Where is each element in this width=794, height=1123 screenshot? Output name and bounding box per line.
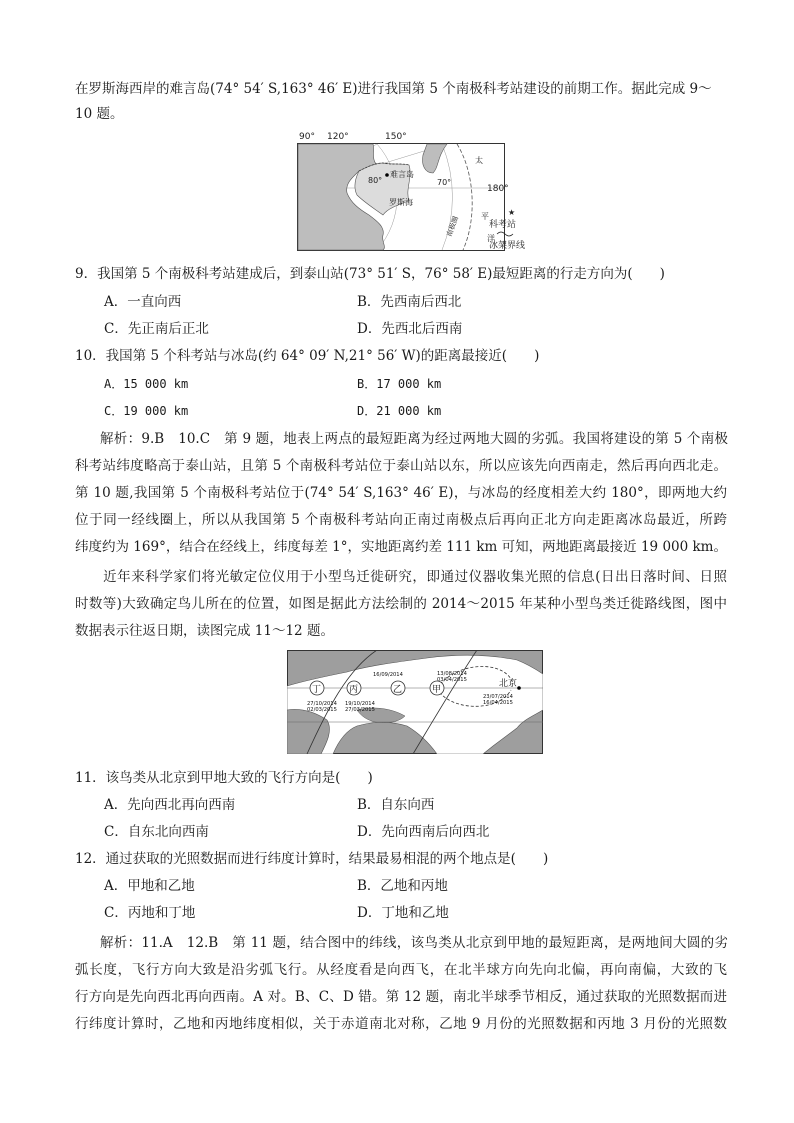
q12-option-a: A．甲地和乙地 xyxy=(104,878,195,894)
q10-stem: 10．我国第 5 个科考站与冰岛(约 64° 09′ N,21° 56′ W)的距离最接近( ) xyxy=(75,348,540,364)
lat-label: 70° xyxy=(437,178,452,187)
q12-option-d: D．丁地和乙地 xyxy=(357,905,449,921)
q10-option-c: C．19 000 km xyxy=(104,404,189,418)
analysis-line: 位于同一经线圈上，所以从我国第 5 个南极科考站向正南过南极点后再向正北方向走距离冰岛最近，所跨 xyxy=(75,512,727,528)
q10-option-b: B．17 000 km xyxy=(357,377,442,391)
place-label: 丙 xyxy=(349,685,359,695)
intro2-line: 近年来科学家们将光敏定位仪用于小型鸟迁徙研究，即通过仪器收集光照的信息(日出日落时间、日照 xyxy=(75,569,727,585)
q11-option-a: A．先向西北再向西南 xyxy=(104,797,236,813)
place-label: 甲 xyxy=(432,685,442,695)
place-label: 罗斯海 xyxy=(389,198,413,207)
analysis-line: 纬度约为 169°，结合在经线上，纬度每差 1°，实地距离约差 111 km 可知，两地距离最接近 19 000 km。 xyxy=(75,539,727,555)
q10-option-d: D．21 000 km xyxy=(357,404,442,418)
star-icon: ★ xyxy=(508,208,516,217)
q11-option-d: D．先向西南后向西北 xyxy=(357,824,490,840)
q9-option-c: C．先正南后正北 xyxy=(104,321,209,337)
date-label: 16/04/2015 xyxy=(483,700,513,706)
analysis-line: 行方向是先向西北再向西南。A 对。B、C、D 错。第 12 题，南北半球季节相反，通过获取的光照数据而进 xyxy=(75,989,727,1005)
date-label: 13/08/2014 xyxy=(437,671,467,677)
analysis-line: 解析：11.A 12.B 第 11 题，结合图中的纬线，该鸟类从北京到甲地的最短距离，是两地间大圆的劣 xyxy=(100,935,728,951)
place-label: 难言岛 xyxy=(390,170,414,179)
q11-option-c: C．自东北向西南 xyxy=(104,824,209,840)
place-marker xyxy=(517,686,521,690)
place-label: 洋 xyxy=(487,234,495,243)
lon-label: 150° xyxy=(385,132,407,142)
date-label: 23/07/2014 xyxy=(483,694,513,700)
ice-shelf-legend-icon xyxy=(497,232,513,236)
intro2-line: 数据表示往返日期，读图完成 11～12 题。 xyxy=(75,623,334,639)
analysis-line: 解析：9.B 10.C 第 9 题，地表上两点的最短距离为经过两地大圆的劣弧。我国将建设的第 5 个南极 xyxy=(100,431,728,447)
lat-label: 80° xyxy=(368,176,383,185)
q9-option-b: B．先西南后西北 xyxy=(357,294,462,310)
intro2-line: 时数等)大致确定鸟儿所在的位置，如图是据此方法绘制的 2014～2015 年某种小型鸟类迁徙路线图，图中 xyxy=(75,596,727,612)
bird-migration-map xyxy=(287,650,543,754)
lon-label: 90° xyxy=(299,132,315,142)
place-label: 平 xyxy=(481,212,489,221)
q11-option-b: B．自东向西 xyxy=(357,797,435,813)
lon-label: 180° xyxy=(487,184,509,194)
analysis-line: 行纬度计算时，乙地和丙地纬度相似，关于赤道南北对称，乙地 9 月份的光照数据和丙地 3 月份的光照数 xyxy=(75,1016,727,1032)
date-label: 03/04/2015 xyxy=(437,677,467,683)
q10-option-a: A．15 000 km xyxy=(104,377,189,391)
place-label: 太 xyxy=(475,156,483,165)
legend-station: 科考站 xyxy=(489,220,517,230)
place-label: 丁 xyxy=(312,685,322,695)
place-label: 乙 xyxy=(393,685,403,695)
q12-option-b: B．乙地和丙地 xyxy=(357,878,448,894)
date-label: 27/10/2014 xyxy=(307,701,337,707)
date-label: 19/10/2014 xyxy=(345,701,375,707)
q9-stem: 9．我国第 5 个南极科考站建成后，到泰山站(73° 51′ S，76° 58′ E)最短距离的行走方向为( ) xyxy=(75,266,665,282)
q11-stem: 11．该鸟类从北京到甲地大致的飞行方向是( ) xyxy=(75,770,373,786)
place-label: 南极圈 xyxy=(445,215,461,238)
legend-ice-shelf: 冰架界线 xyxy=(489,241,526,251)
date-label: 27/03/2015 xyxy=(345,707,375,713)
date-label: 02/03/2015 xyxy=(307,707,337,713)
q9-option-d: D．先西北后西南 xyxy=(357,321,463,337)
q12-stem: 12．通过获取的光照数据而进行纬度计算时，结果最易相混的两个地点是( ) xyxy=(75,851,549,867)
map1-outer-labels xyxy=(297,128,527,258)
date-label: 16/09/2014 xyxy=(373,672,403,678)
place-label: 北京 xyxy=(499,679,518,689)
intro-line: 在罗斯海西岸的难言岛(74° 54′ S,163° 46′ E)进行我国第 5 个南极科考站建设的前期工作。据此完成 9～ xyxy=(75,81,712,97)
lon-label: 120° xyxy=(327,132,349,142)
intro-line: 10 题。 xyxy=(75,106,124,122)
analysis-line: 第 10 题,我国第 5 个南极科考站位于(74° 54′ S,163° 46′ E)，与冰岛的经度相差大约 180°，即两地大约 xyxy=(75,485,727,501)
q9-option-a: A．一直向西 xyxy=(104,294,182,310)
analysis-line: 科考站纬度略高于泰山站，且第 5 个南极科考站位于泰山站以东，所以应该先向西南走，然后再向西北走。 xyxy=(75,458,727,474)
q12-option-c: C．丙地和丁地 xyxy=(104,905,196,921)
analysis-line: 弧长度，飞行方向大致是沿劣弧飞行。从经度看是向西飞，在北半球方向先向北偏，再向南偏，大致的飞 xyxy=(75,962,727,978)
